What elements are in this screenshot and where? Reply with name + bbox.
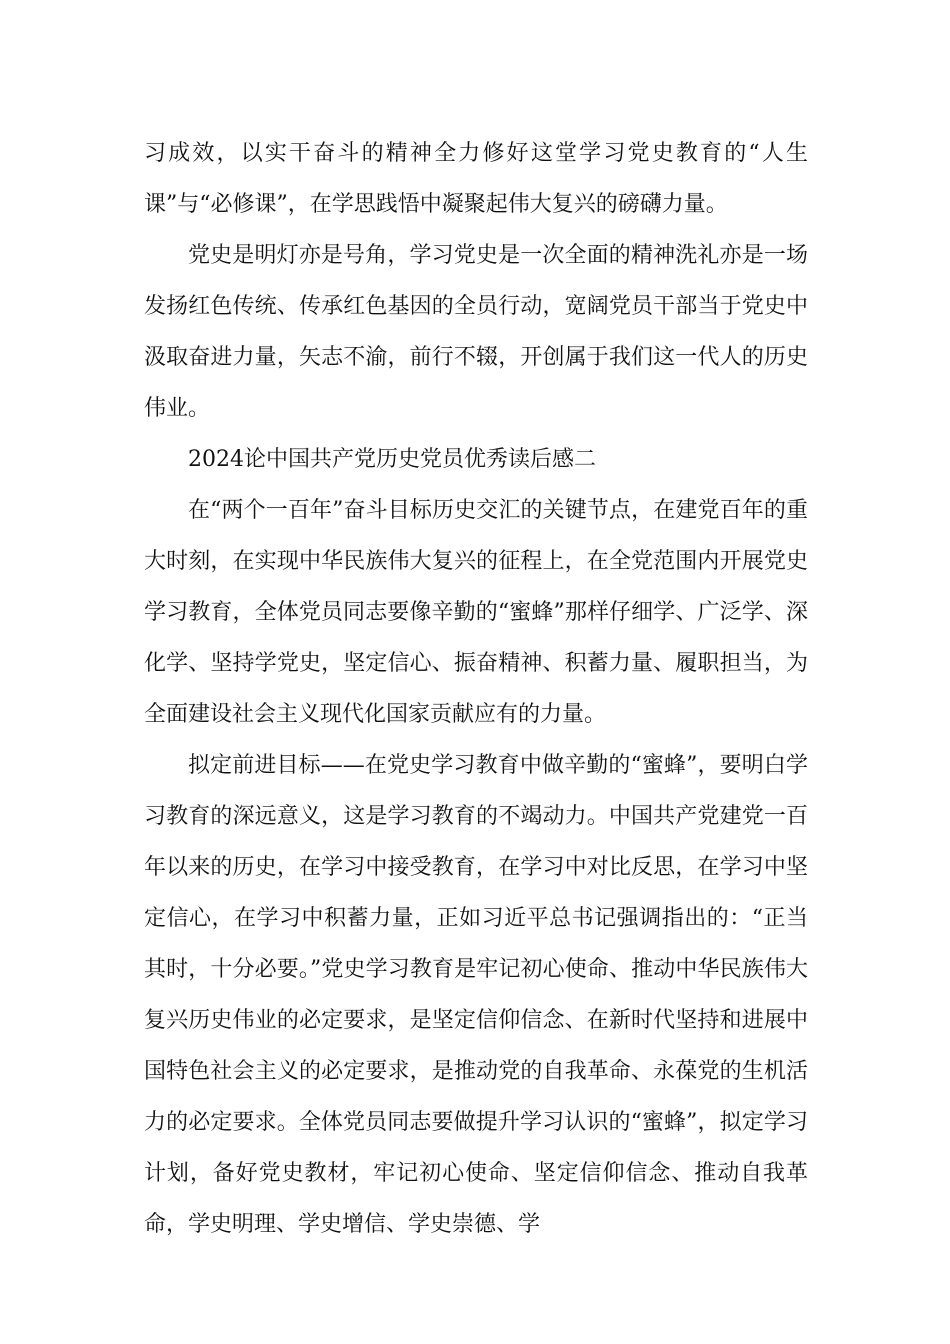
paragraph-set-goals: 拟定前进目标——在党史学习教育中做辛勤的“蜜蜂”，要明白学习教育的深远意义，这是学习教育的不竭动力。中国共产党建党一百年以来的历史，在学习中接受教育，在学习中对比反思，在学习中坚定信心，在学习中积蓄力量，正如习近平总书记强调指出的：“正当其时，十分必要。”党史学习教育是牢记初心使命、推动中华民族伟大复兴历史伟业的必定要求，是坚定信仰信念、在新时代坚持和进展中国特色社会主义的必定要求，是推动党的自我革命、永葆党的生机活力的必定要求。全体党员同志要做提升学习认识的“蜜蜂”，拟定学习计划，备好党史教材，牢记初心使命、坚定信仰信念、推动自我革命，学史明理、学史增信、学史崇德、学	[144, 753, 808, 1237]
paragraph-party-history-lamp: 党史是明灯亦是号角，学习党史是一次全面的精神洗礼亦是一场发扬红色传统、传承红色基因的全员行动，宽阔党员干部当于党史中汲取奋进力量，矢志不渝，前行不辍，开创属于我们这一代人的历史伟业。	[144, 243, 808, 421]
paragraph-continuation: 习成效，以实干奋斗的精神全力修好这堂学习党史教育的“人生课”与“必修课”，在学思践悟中凝聚起伟大复兴的磅礴力量。	[144, 141, 808, 217]
document-body	[144, 128, 808, 1250]
section-subtitle: 2024论中国共产党历史党员优秀读后感二	[188, 447, 596, 472]
paragraph-two-centenary: 在“两个一百年”奋斗目标历史交汇的关键节点，在建党百年的重大时刻，在实现中华民族伟大复兴的征程上，在全党范围内开展党史学习教育，全体党员同志要像辛勤的“蜜蜂”那样仔细学、广泛学、深化学、坚持学党史，坚定信心、振奋精神、积蓄力量、履职担当，为全面建设社会主义现代化国家贡献应有的力量。	[144, 498, 808, 727]
